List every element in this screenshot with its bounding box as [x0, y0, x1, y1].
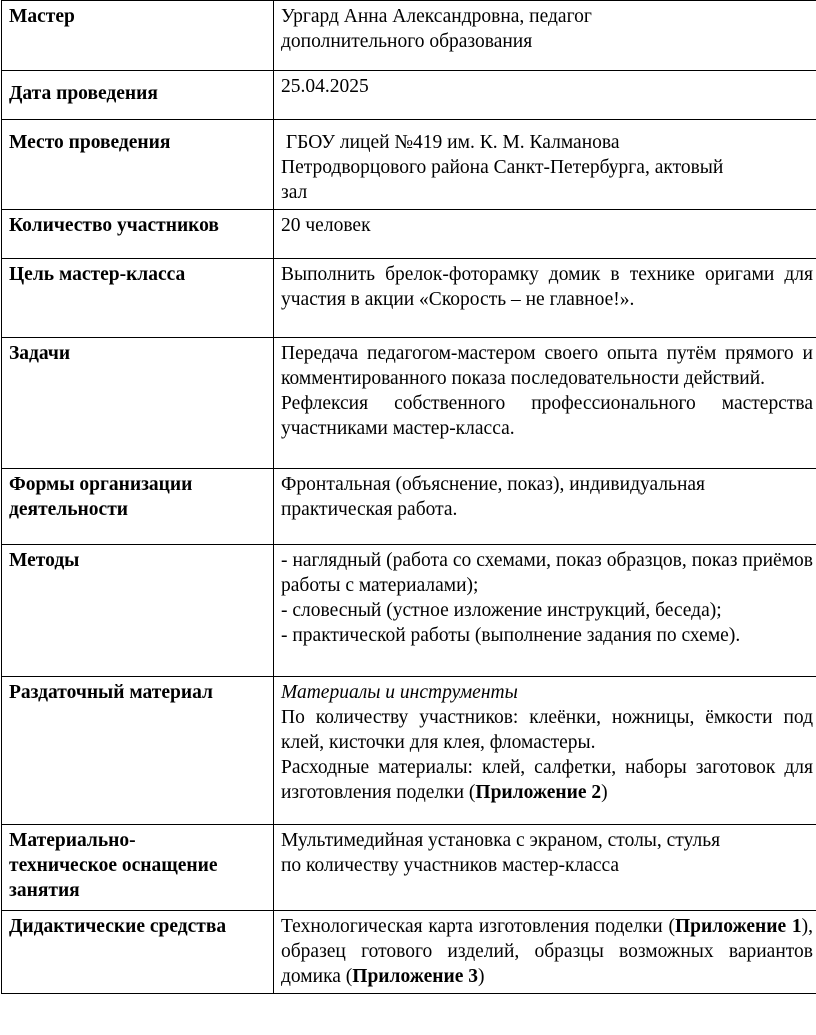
table-row	[2, 825, 816, 911]
row-value-participants: 20 человек	[274, 210, 816, 259]
value-text: )	[478, 966, 485, 987]
row-value-equipment	[274, 825, 816, 911]
row-label-date: Дата проведения	[2, 71, 274, 120]
row-label-didactic: Дидактические средства	[2, 911, 274, 994]
table-row	[2, 120, 816, 210]
value-line: Петродворцового района Санкт-Петербурга, актовый	[281, 157, 724, 178]
value-text: Технологическая карта изготовления поделки (	[281, 916, 675, 937]
row-label-tasks: Задачи	[2, 338, 274, 469]
row-value-place	[274, 120, 816, 210]
appendix-ref: Приложение 2	[475, 782, 602, 803]
value-text: )	[601, 782, 608, 803]
value-paragraph: - практической работы (выполнение задания по схеме).	[281, 625, 741, 646]
label-line: Формы организации	[9, 474, 193, 495]
label-line: занятия	[9, 880, 80, 901]
value-line: Мультимедийная установка с экраном, столы, стулья	[281, 830, 721, 851]
value-line: Фронтальная (объяснение, показ), индивидуальная	[281, 474, 706, 495]
row-value-handout	[274, 677, 816, 825]
row-label-forms	[2, 469, 274, 545]
value-paragraph: По количеству участников: клеёнки, ножницы, ёмкости под клей, кисточки для клея, фломастеры.	[281, 707, 813, 753]
table-row	[2, 259, 816, 338]
value-line: Ургард Анна Александровна, педагог	[281, 6, 592, 27]
value-line: дополнительного образования	[281, 31, 533, 52]
value-paragraph: Передача педагогом-мастером своего опыта путём прямого и комментированного показа последовательности действий.	[281, 343, 813, 389]
table-row	[2, 911, 816, 994]
row-value-tasks	[274, 338, 816, 469]
value-line: ГБОУ лицей №419 им. К. М. Калманова	[281, 132, 620, 153]
table-row	[2, 677, 816, 825]
row-label-equipment	[2, 825, 274, 911]
row-value-methods	[274, 545, 816, 677]
value-line: практическая работа.	[281, 499, 458, 520]
value-heading	[281, 680, 813, 705]
table-row	[2, 210, 816, 259]
row-label-handout: Раздаточный материал	[2, 677, 274, 825]
value-line: зал	[281, 182, 308, 203]
row-label-place: Место проведения	[2, 120, 274, 210]
row-value-master	[274, 1, 816, 71]
label-line: техническое оснащение	[9, 855, 218, 876]
table-row	[2, 545, 816, 677]
label-line: деятельности	[9, 499, 129, 520]
row-value-goal: Выполнить брелок-фоторамку домик в технике оригами для участия в акции «Скорость – не главное!».	[274, 259, 816, 338]
table-row	[2, 1, 816, 71]
row-value-date: 25.04.2025	[274, 71, 816, 120]
value-paragraph	[281, 755, 813, 805]
master-class-info-table	[1, 0, 816, 994]
table-row	[2, 338, 816, 469]
value-paragraph: - наглядный (работа со схемами, показ образцов, показ приёмов работы с материалами);	[281, 550, 813, 596]
value-text: ), образец готового изделий, образцы возможных вариантов домика (	[281, 916, 813, 987]
row-label-goal: Цель мастер-класса	[2, 259, 274, 338]
label-line: Материально-	[9, 830, 136, 851]
value-line: по количеству участников мастер-класса	[281, 855, 620, 876]
materials-heading: Материалы и инструменты	[281, 682, 518, 703]
row-value-didactic	[274, 911, 816, 994]
value-paragraph: - словесный (устное изложение инструкций, беседа);	[281, 600, 722, 621]
value-text: Расходные материалы: клей, салфетки, наборы заготовок для изготовления поделки (	[281, 757, 813, 803]
appendix-ref: Приложение 3	[352, 966, 479, 987]
row-label-participants: Количество участников	[2, 210, 274, 259]
appendix-ref: Приложение 1	[675, 916, 802, 937]
table-row	[2, 71, 816, 120]
row-value-forms	[274, 469, 816, 545]
value-paragraph: Рефлексия собственного профессионального мастерства участниками мастер-класса.	[281, 393, 813, 439]
table-row	[2, 469, 816, 545]
row-label-master: Мастер	[2, 1, 274, 71]
row-label-methods: Методы	[2, 545, 274, 677]
